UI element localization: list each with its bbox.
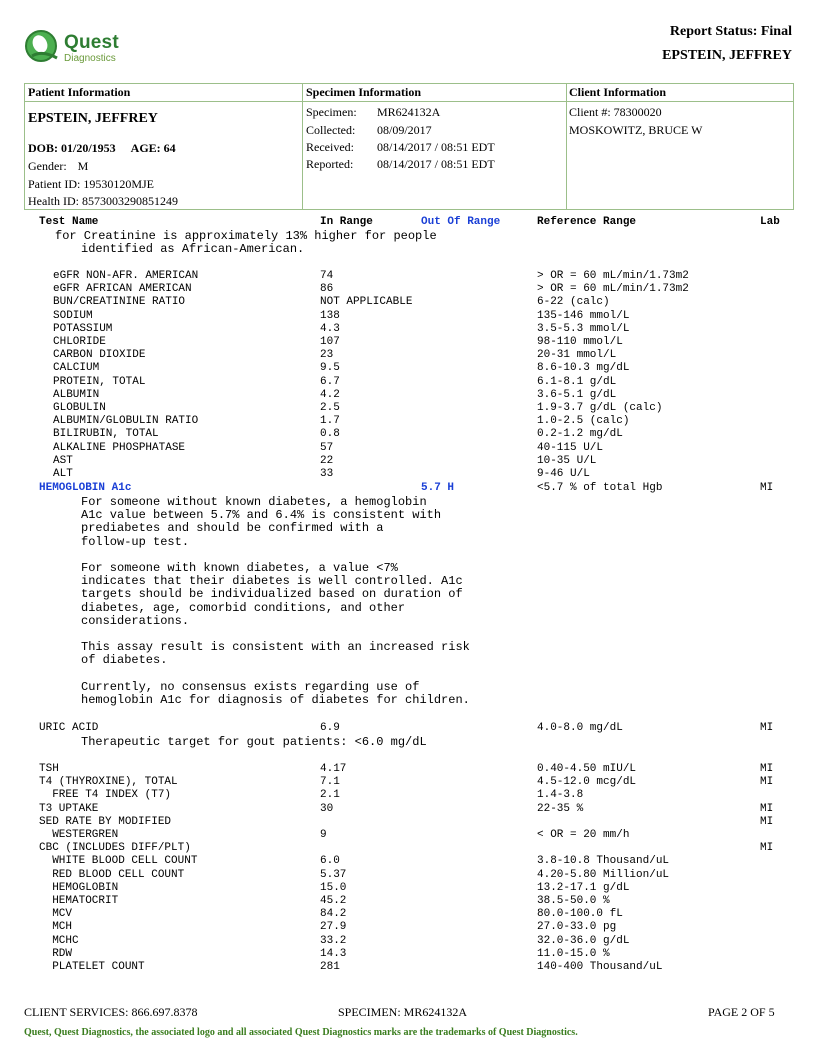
result-in-range: 23 [320,349,334,362]
result-in-range: 2.5 [320,402,340,414]
patient-info-heading: Patient Information [28,85,131,99]
result-row [0,283,816,296]
result-in-range: 45.2 [320,895,347,907]
result-name: URIC ACID [39,722,99,734]
result-in-range: 4.3 [320,322,340,335]
result-in-range: 281 [320,961,340,973]
footer-trademark: Quest, Quest Diagnostics, the associated logo and all associated Quest Diagnostics marks are the trademarks of Quest Diagnostics. [24,1027,578,1038]
result-in-range: 33.2 [320,934,347,947]
result-reference: 98-110 mmol/L [537,336,623,348]
result-in-range: 27.9 [320,921,347,934]
hba1c-note-line: For someone with known diabetes, a value <7% [81,561,398,575]
result-name: POTASSIUM [53,322,113,335]
result-row [0,789,816,802]
result-reference: <5.7 % of total Hgb [537,482,663,494]
client-info-heading: Client Information [569,85,666,99]
footer-client-services: CLIENT SERVICES: 866.697.8378 [24,1005,198,1019]
result-name: WHITE BLOOD CELL COUNT [39,855,198,868]
result-in-range: 0.8 [320,428,340,441]
result-row [0,948,816,961]
result-row [0,842,816,855]
result-reference: 135-146 mmol/L [537,309,630,322]
result-name: AST [53,454,73,467]
hba1c-note-line: follow-up test. [81,534,190,549]
result-reference: 40-115 U/L [537,441,604,454]
logo-word: Quest [64,32,119,53]
result-in-range: 57 [320,441,334,454]
result-reference: 38.5-50.0 % [537,895,610,907]
result-lab: MI [760,842,774,855]
result-reference: 80.0-100.0 fL [537,908,623,921]
result-reference: > OR = 60 mL/min/1.73m2 [537,283,689,296]
result-row [0,323,816,336]
result-lab: MI [760,776,774,789]
result-row [0,803,816,816]
result-in-range: 30 [320,802,334,815]
health-id: Health ID: 8573003290851249 [28,194,178,208]
patient-id: Patient ID: 19530120MJE [28,177,154,191]
result-name: RDW [39,947,73,960]
result-reference: 0.40-4.50 mIU/L [537,763,637,775]
result-row [0,935,816,948]
hba1c-note-line: targets should be individualized based on duration of [81,587,463,602]
result-row [0,296,816,309]
result-row [0,961,816,974]
result-in-range: 33 [320,468,334,480]
result-name: CHLORIDE [53,336,106,348]
result-in-range: 6.7 [320,375,340,388]
result-row [0,869,816,882]
result-row [0,362,816,375]
result-name: PROTEIN, TOTAL [53,375,146,388]
result-row [0,428,816,441]
patient-gender [28,159,88,174]
result-name: CARBON DIOXIDE [53,349,146,362]
result-name: ALKALINE PHOSPHATASE [53,441,186,454]
hba1c-note-line: diabetes, age, comorbid conditions, and other [81,600,406,615]
result-name: HEMATOCRIT [39,895,119,907]
result-name: HEMOGLOBIN [39,881,119,894]
result-in-range: 4.2 [320,388,340,401]
result-reference: 1.0-2.5 (calc) [537,415,630,428]
header-patient-name: EPSTEIN, JEFFREY [662,48,792,63]
result-in-range: 7.1 [320,776,340,789]
result-row [0,336,816,349]
logo-subword: Diagnostics [64,53,116,64]
result-row [0,376,816,389]
result-in-range: 5.37 [320,868,347,881]
creatinine-note-line: for Creatinine is approximately 13% higher for people [55,229,437,243]
specimen-label: Specimen: [306,105,357,119]
result-name: MCV [39,908,73,921]
result-in-range: 138 [320,309,340,322]
gender-label: Gender: [28,159,67,173]
physician-name: MOSKOWITZ, BRUCE W [569,123,703,137]
result-name: BUN/CREATININE RATIO [53,296,186,309]
result-lab: MI [760,722,774,734]
result-row [0,816,816,829]
result-row [0,882,816,895]
result-name: CBC (INCLUDES DIFF/PLT) [39,842,191,855]
result-name: SODIUM [53,309,93,322]
dob-value: 01/20/1953 [61,141,116,155]
specimen-info-heading: Specimen Information [306,85,421,99]
result-lab: MI [760,815,774,828]
quest-logo [24,27,164,65]
result-name: ALBUMIN/GLOBULIN RATIO [53,415,199,428]
result-in-range: 1.7 [320,415,340,428]
col-out-of-range: Out Of Range [421,216,501,228]
result-row [0,270,816,283]
result-in-range: 74 [320,270,334,282]
result-in-range: 6.9 [320,722,340,734]
result-in-range: 107 [320,336,340,348]
result-reference: 6-22 (calc) [537,296,610,309]
result-reference: 32.0-36.0 g/dL [537,934,630,947]
result-reference: 3.5-5.3 mmol/L [537,322,630,335]
result-name: CALCIUM [53,362,100,375]
age-value: 64 [163,141,176,155]
result-name: HEMOGLOBIN A1c [39,482,132,494]
result-row [0,415,816,428]
hba1c-note-line: prediabetes and should be confirmed with a [81,521,384,536]
result-row [0,763,816,776]
result-in-range: 6.0 [320,855,340,868]
result-row [0,402,816,415]
result-row [0,349,816,362]
result-name: T3 UPTAKE [39,802,99,815]
result-in-range: 22 [320,454,334,467]
patient-dob [28,141,176,156]
result-in-range: 15.0 [320,881,347,894]
result-in-range: 9.5 [320,362,340,375]
result-name: PLATELET COUNT [39,961,145,973]
received-value: 08/14/2017 / 08:51 EDT [377,140,495,154]
result-row-uric-acid [0,722,816,735]
result-reference: 1.4-3.8 [537,789,584,802]
result-name: ALT [53,468,73,480]
result-row [0,442,816,455]
result-in-range: 14.3 [320,947,347,960]
report-status: Report Status: Final [669,24,792,39]
result-reference: 3.8-10.8 Thousand/uL [537,855,670,868]
result-name: ALBUMIN [53,388,100,401]
result-reference: 27.0-33.0 pg [537,921,617,934]
result-row [0,895,816,908]
result-reference: > OR = 60 mL/min/1.73m2 [537,270,689,282]
result-row [0,468,816,481]
hba1c-note-line: This assay result is consistent with an increased risk [81,640,470,655]
result-name: eGFR NON-AFR. AMERICAN [53,270,199,282]
result-reference: 6.1-8.1 g/dL [537,375,617,388]
result-reference: 140-400 Thousand/uL [537,961,663,973]
result-name: RED BLOOD CELL COUNT [39,868,185,881]
results-column-header [0,216,816,229]
result-name: GLOBULIN [53,402,106,414]
result-reference: 3.6-5.1 g/dL [537,388,617,401]
hba1c-note-line: considerations. [81,613,190,628]
result-in-range: 9 [320,829,327,841]
result-row [0,310,816,323]
age-label: AGE: [130,141,161,155]
dob-label: DOB: [28,141,58,155]
reported-value: 08/14/2017 / 08:51 EDT [377,157,495,171]
result-row [0,921,816,934]
creatinine-note-line: identified as African-American. [81,242,305,256]
result-in-range: NOT APPLICABLE [320,296,413,309]
result-name: SED RATE BY MODIFIED [39,815,172,828]
result-row [0,776,816,789]
result-row [0,855,816,868]
result-name: eGFR AFRICAN AMERICAN [53,283,192,296]
footer-specimen: SPECIMEN: MR624132A [338,1005,468,1019]
hba1c-note-line: A1c value between 5.7% and 6.4% is consistent with [81,508,442,523]
result-row-hba1c [0,482,816,495]
result-reference: 10-35 U/L [537,454,597,467]
specimen-value: MR624132A [377,105,441,119]
footer-page: PAGE 2 OF 5 [708,1005,775,1019]
uric-acid-note: Therapeutic target for gout patients: <6.0 mg/dL [81,735,427,749]
result-reference: 4.20-5.80 Million/uL [537,868,670,881]
result-reference: 4.5-12.0 mcg/dL [537,776,637,789]
info-table [24,83,794,210]
result-reference: 8.6-10.3 mg/dL [537,362,630,375]
result-name: TSH [39,763,59,775]
result-reference: 13.2-17.1 g/dL [537,881,630,894]
result-row [0,908,816,921]
client-number: Client #: 78300020 [569,105,662,119]
result-reference: 20-31 mmol/L [537,349,617,362]
gender-value: M [77,159,89,173]
result-reference: 1.9-3.7 g/dL (calc) [537,402,663,414]
result-row [0,829,816,842]
patient-name: EPSTEIN, JEFFREY [28,111,158,126]
col-lab: Lab [760,216,780,228]
result-row [0,389,816,402]
quest-logo-icon [24,28,60,64]
result-name: T4 (THYROXINE), TOTAL [39,776,178,789]
result-reference: < OR = 20 mm/h [537,829,630,841]
result-lab: MI [760,802,774,815]
result-name: WESTERGREN [39,829,119,841]
result-name: BILIRUBIN, TOTAL [53,428,159,441]
result-lab: MI [760,482,774,494]
result-name: FREE T4 INDEX (T7) [39,789,172,802]
col-in-range: In Range [320,216,373,228]
result-row [0,455,816,468]
hba1c-note-line: hemoglobin A1c for diagnosis of diabetes for children. [81,693,470,707]
result-reference: 9-46 U/L [537,468,590,480]
hba1c-note-line: For someone without known diabetes, a hemoglobin [81,495,427,509]
result-in-range: 2.1 [320,789,340,802]
result-reference: 4.0-8.0 mg/dL [537,722,623,734]
collected-value: 08/09/2017 [377,123,432,137]
col-test-name: Test Name [39,216,99,228]
result-name: MCH [39,921,73,934]
result-name: MCHC [39,934,79,947]
result-reference: 11.0-15.0 % [537,947,610,960]
received-label: Received: [306,140,354,154]
result-reference: 0.2-1.2 mg/dL [537,428,623,441]
collected-label: Collected: [306,123,356,137]
result-in-range: 86 [320,283,334,296]
result-out-of-range: 5.7 H [421,482,455,494]
result-lab: MI [760,763,774,775]
reported-label: Reported: [306,157,354,171]
hba1c-note-line: indicates that their diabetes is well controlled. A1c [81,574,463,589]
hba1c-note-line: Currently, no consensus exists regarding use of [81,679,420,694]
hba1c-note-line: of diabetes. [81,653,168,668]
col-reference-range: Reference Range [537,216,637,228]
result-in-range: 4.17 [320,763,347,775]
result-in-range: 84.2 [320,908,347,921]
result-reference: 22-35 % [537,802,584,815]
